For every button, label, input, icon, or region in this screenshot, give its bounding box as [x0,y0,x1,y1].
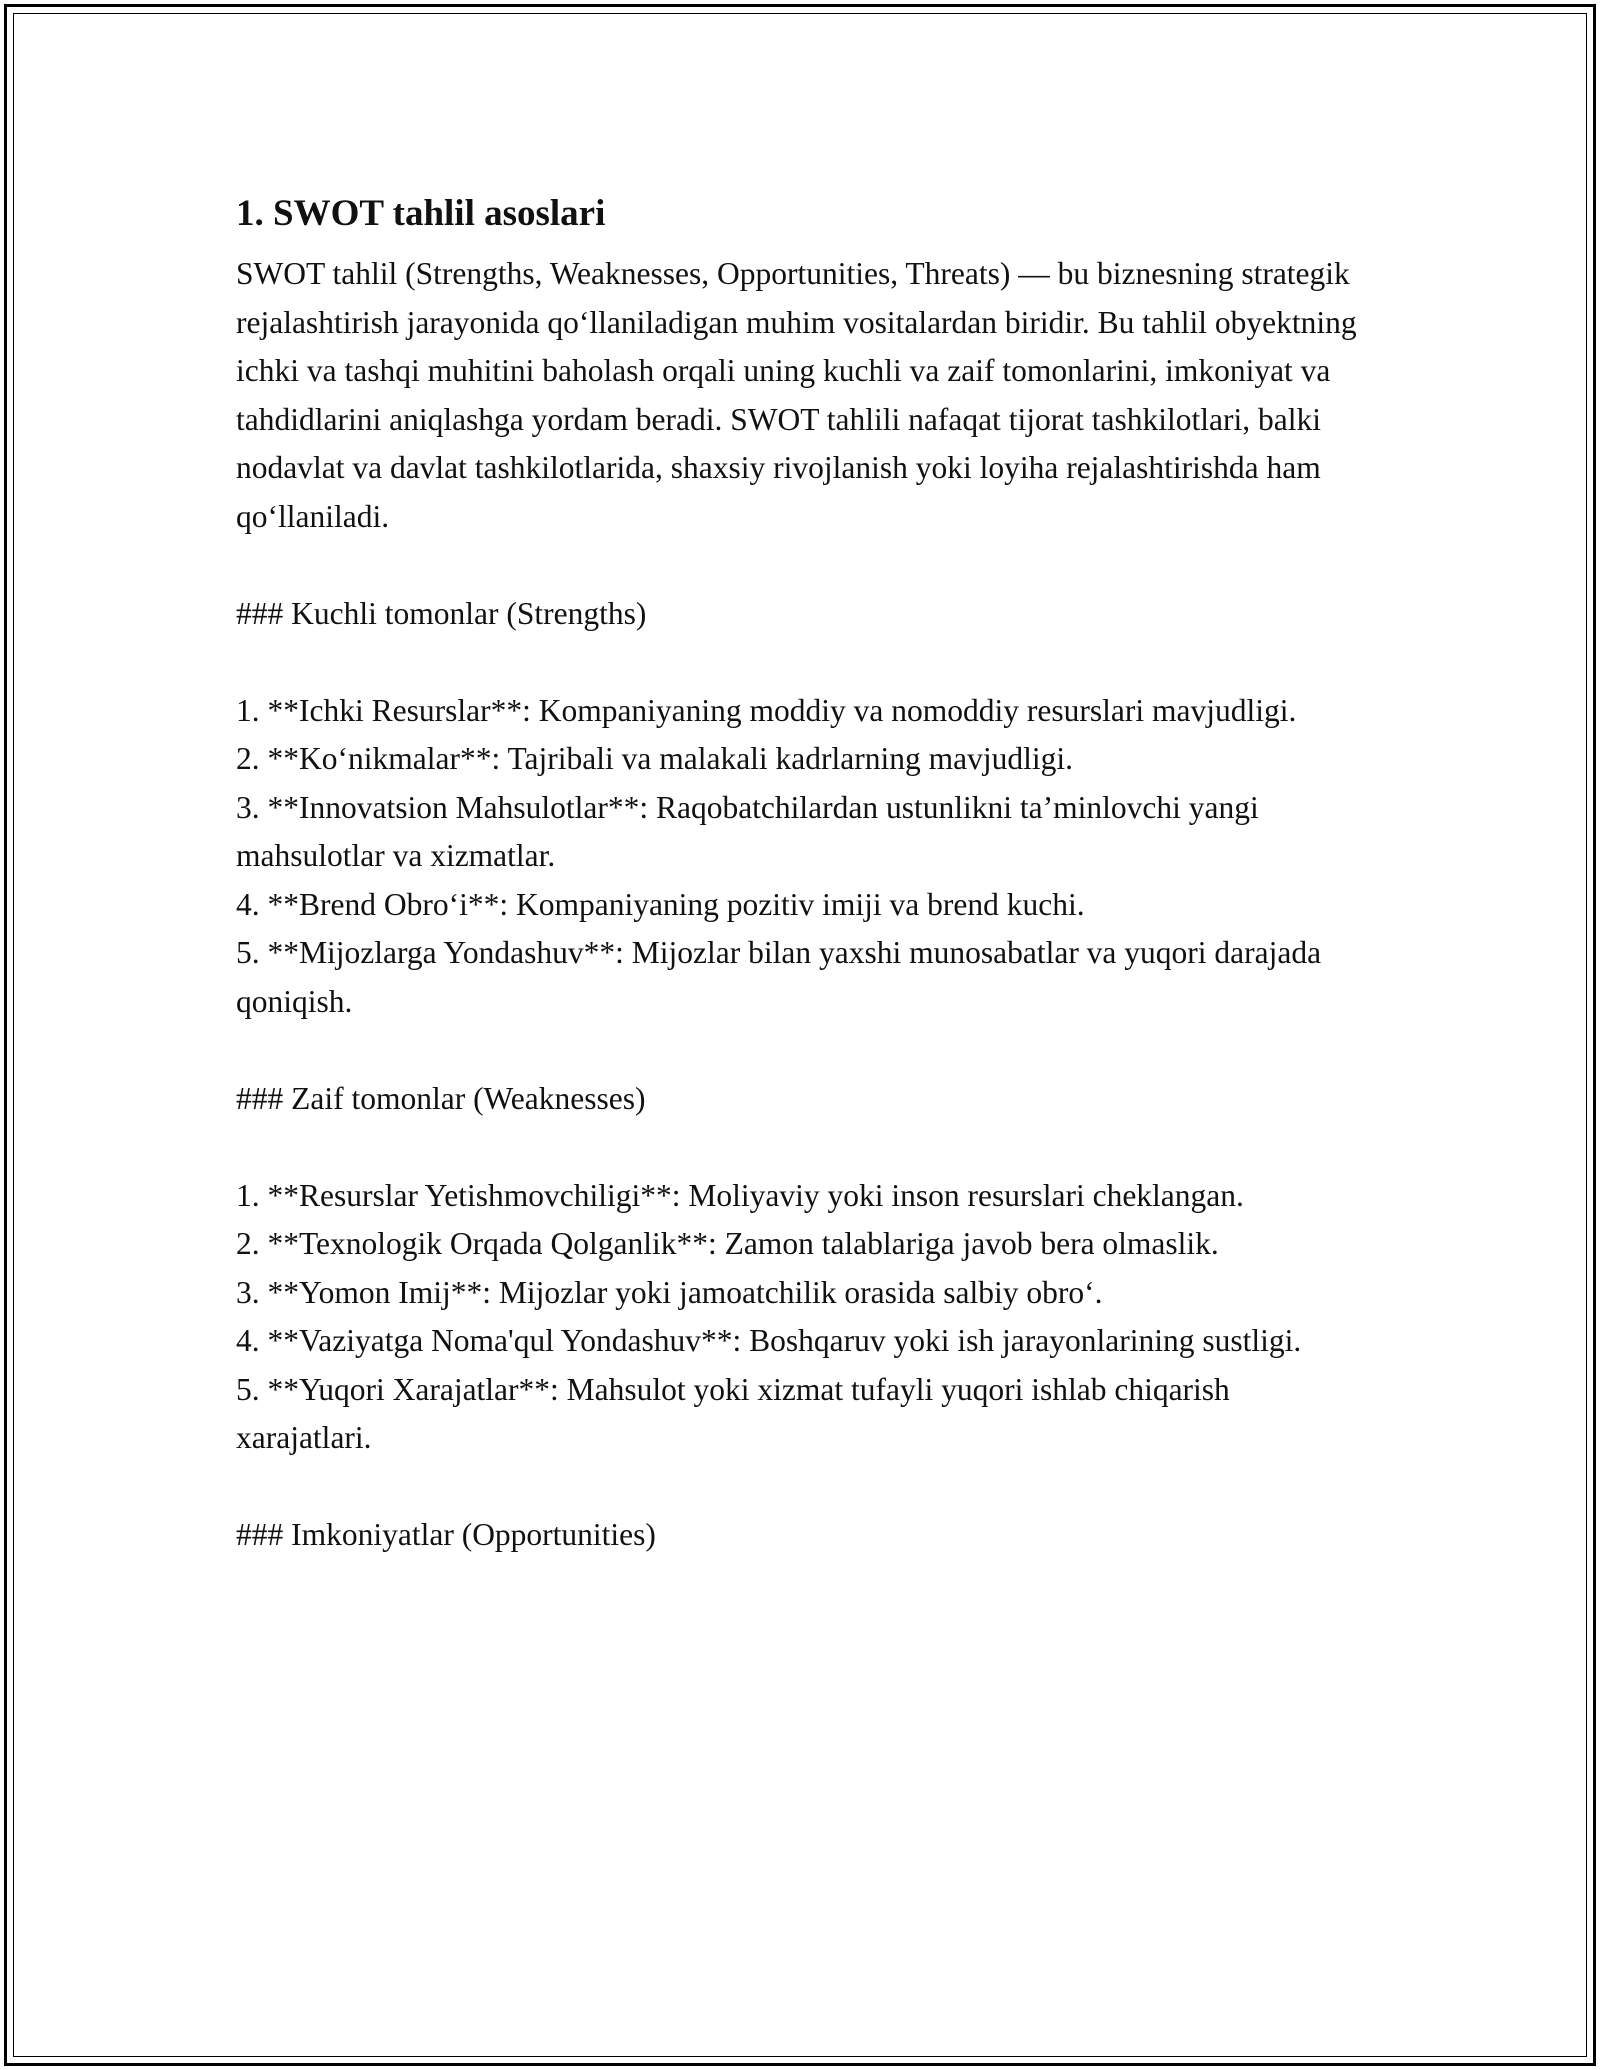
section-opportunities [236,1511,1366,1560]
list-item: 1. **Resurslar Yetishmovchiligi**: Moliyaviy yoki inson resurslari cheklangan. [236,1177,1244,1213]
list-item: 4. **Vaziyatga Noma'qul Yondashuv**: Boshqaruv yoki ish jarayonlarining sustligi. [236,1323,1302,1358]
weaknesses-list [236,1172,1366,1463]
section-heading-opportunities: ### Imkoniyatlar (Opportunities) [236,1517,656,1552]
list-item: 2. **Ko‘nikmalar**: Tajribali va malakali kadrlarning mavjudligi. [236,741,1073,776]
list-item: 5. **Mijozlarga Yondashuv**: Mijozlar bilan yaxshi munosabatlar va yuqori darajada qoniqish. [236,935,1322,1019]
list-item: 5. **Yuqori Xarajatlar**: Mahsulot yoki xizmat tufayli yuqori ishlab chiqarish xarajatlari. [236,1371,1230,1455]
document-body [236,188,1366,1608]
strengths-list [236,687,1366,1027]
list-item: 2. **Texnologik Orqada Qolganlik**: Zamon talablariga javob bera olmaslik. [236,1226,1219,1261]
list-item: 1. **Ichki Resurslar**: Kompaniyaning moddiy va nomoddiy resurslari mavjudligi. [236,692,1297,728]
intro-paragraph: SWOT tahlil (Strengths, Weaknesses, Opportunities, Threats) — bu biznesning strategik rejalashtirish jarayonida qo‘llaniladigan muhim vositalardan biridir. Bu tahlil obyektning ichki va tashqi muhitini baholash orqali uning kuchli va zaif tomonlarini, imkoniyat va tahdidlarini aniqlashga yordam beradi. SWOT tahlili nafaqat tijorat tashkilotlari, balki nodavlat va davlat tashkilotlarida, shaxsiy rivojlanish yoki loyiha rejalashtirishda ham qo‘llaniladi. [236,256,1357,534]
section-strengths [236,590,1366,1027]
section-heading-weaknesses: ### Zaif tomonlar (Weaknesses) [236,1080,646,1116]
section-weaknesses [236,1075,1366,1463]
list-item: 3. **Innovatsion Mahsulotlar**: Raqobatchilardan ustunlikni ta’minlovchi yangi mahsulotlar va xizmatlar. [236,789,1259,873]
list-item: 4. **Brend Obro‘i**: Kompaniyaning pozitiv imiji va brend kuchi. [236,886,1085,922]
section-heading-strengths: ### Kuchli tomonlar (Strengths) [236,595,647,631]
list-item: 3. **Yomon Imij**: Mijozlar yoki jamoatchilik orasida salbiy obro‘. [236,1274,1103,1310]
document-title: 1. SWOT tahlil asoslari [236,193,606,234]
